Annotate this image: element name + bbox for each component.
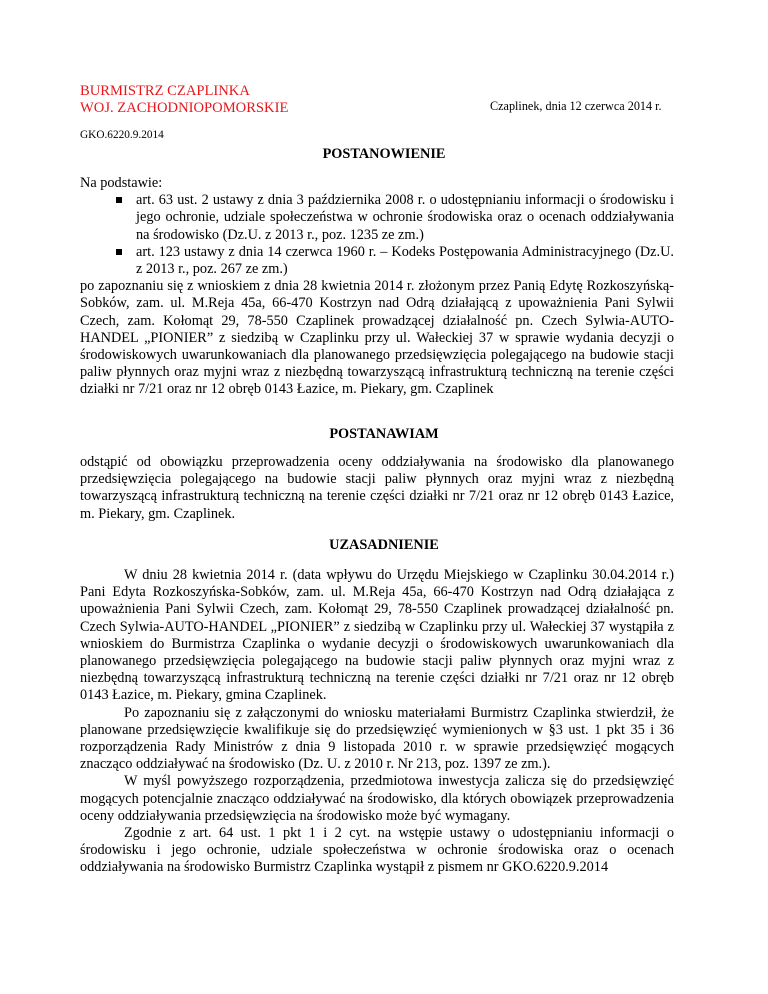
document-title: POSTANOWIENIE xyxy=(322,146,446,162)
justification-paragraph: W myśl powyższego rozporządzenia, przedmiotowa inwestycja zalicza się do przedsięwzięć mogących potencjalnie znacząco oddziaływać na środowisko, dla których obowiązek przeprowadzenia oceny oddziaływania przedsięwzięcia na środowisko może być wymagany. xyxy=(80,773,674,824)
authority-line-1: BURMISTRZ CZAPLINKA xyxy=(80,83,250,99)
justification-section xyxy=(80,567,674,877)
list-item xyxy=(80,192,674,244)
basis-label: Na podstawie: xyxy=(80,175,163,191)
basis-item-text: art. 63 ust. 2 ustawy z dnia 3 października 2008 r. o udostępnianiu informacji o środowisku i jego ochronie, udziale społeczeństwa w ochronie środowiska oraz o ocenach oddziaływania na środowisko (Dz.U. z 2013 r., poz. 1235 ze zm.) xyxy=(136,192,674,243)
basis-item-text: art. 123 ustawy z dnia 14 czerwca 1960 r. – Kodeks Postępowania Administracyjnego (Dz.U. z 2013 r., poz. 267 ze zm.) xyxy=(136,243,674,278)
list-item xyxy=(80,244,674,278)
issuing-authority xyxy=(80,83,288,117)
justification-paragraph: W dniu 28 kwietnia 2014 r. (data wpływu do Urzędu Miejskiego w Czaplinku 30.04.2014 r.) Pani Edyta Rozkoszyńska-Sobków, zam. ul. M.Reja 45a, 66-470 Kostrzyn nad Odrą działająca z upoważnienia Pani Sylwii Czech, zam. Kołomąt 29, 78-550 Czaplinek prowadzącej działalność pn. Czech Sylwia-AUTO-HANDEL „PIONIER” z siedzibą w Czaplinku przy ul. Wałeckiej 37 wystąpiła z wnioskiem do Burmistrza Czaplinka o wydanie decyzji o środowiskowych uwarunkowaniach dla planowanego przedsięwzięcia polegającego na budowie stacji paliw płynnych oraz myjni wraz z niezbędną towarzyszącą infrastrukturą techniczną na terenie części działki nr 7/21 oraz nr 12 obręb 0143 Łazice, m. Piekary, gmina Czaplinek. xyxy=(80,567,674,704)
basis-list xyxy=(80,192,674,278)
reference-number: GKO.6220.9.2014 xyxy=(80,129,164,141)
square-bullet-icon xyxy=(116,197,122,203)
resolution-text: odstąpić od obowiązku przeprowadzenia oceny oddziaływania na środowisko dla planowanego przedsięwzięcia polegającego na budowie stacji paliw płynnych oraz myjni wraz z niezbędną towarzyszącą infrastrukturą techniczną na terenie części działki nr 7/21 oraz nr 12 obręb 0143 Łazice, m. Piekary, gm. Czaplinek. xyxy=(80,454,674,522)
justification-paragraph: Zgodnie z art. 64 ust. 1 pkt 1 i 2 cyt. na wstępie ustawy o udostępnianiu informacji o środowisku i jego ochronie, udziale społeczeństwa w ochronie środowiska oraz o ocenach oddziaływania na środowisko Burmistrz Czaplinka wystąpił z pismem nr GKO.6220.9.2014 xyxy=(80,825,674,876)
basis-paragraph: po zapoznaniu się z wnioskiem z dnia 28 kwietnia 2014 r. złożonym przez Panią Edytę Rozkoszyńską-Sobków, zam. ul. M.Reja 45a, 66-470 Kostrzyn nad Odrą działającą z upoważnienia Pani Sylwii Czech, zam. Kołomąt 29, 78-550 Czaplinek prowadzącej działalność pn. Czech Sylwia-AUTO-HANDEL „PIONIER” z siedzibą w Czaplinku przy ul. Wałeckiej 37 w sprawie wydania decyzji o środowiskowych uwarunkowaniach dla planowanego przedsięwzięcia polegającego na budowie stacji paliw płynnych oraz myjni wraz z niezbędną towarzyszącą infrastrukturą techniczną na terenie części działki nr 7/21 oraz nr 12 obręb 0143 Łazice, m. Piekary, gm. Czaplinek xyxy=(80,278,674,398)
resolution-heading: POSTANAWIAM xyxy=(329,426,439,442)
authority-line-2: WOJ. ZACHODNIOPOMORSKIE xyxy=(80,100,289,116)
legal-basis-section xyxy=(80,175,674,399)
document-date: Czaplinek, dnia 12 czerwca 2014 r. xyxy=(490,99,662,113)
justification-paragraph: Po zapoznaniu się z załączonymi do wniosku materiałami Burmistrz Czaplinka stwierdził, że planowane przedsięwzięcie kwalifikuje się do przedsięwzięć wymienionych w §3 ust. 1 pkt 35 i 36 rozporządzenia Rady Ministrów z dnia 9 listopada 2010 r. w sprawie przedsięwzięć mogących znacząco oddziaływać na środowisko (Dz. U. z 2010 r. Nr 213, poz. 1397 ze zm.). xyxy=(80,704,674,773)
justification-heading: UZASADNIENIE xyxy=(329,537,439,553)
resolution-section xyxy=(80,454,674,523)
square-bullet-icon xyxy=(116,249,122,255)
